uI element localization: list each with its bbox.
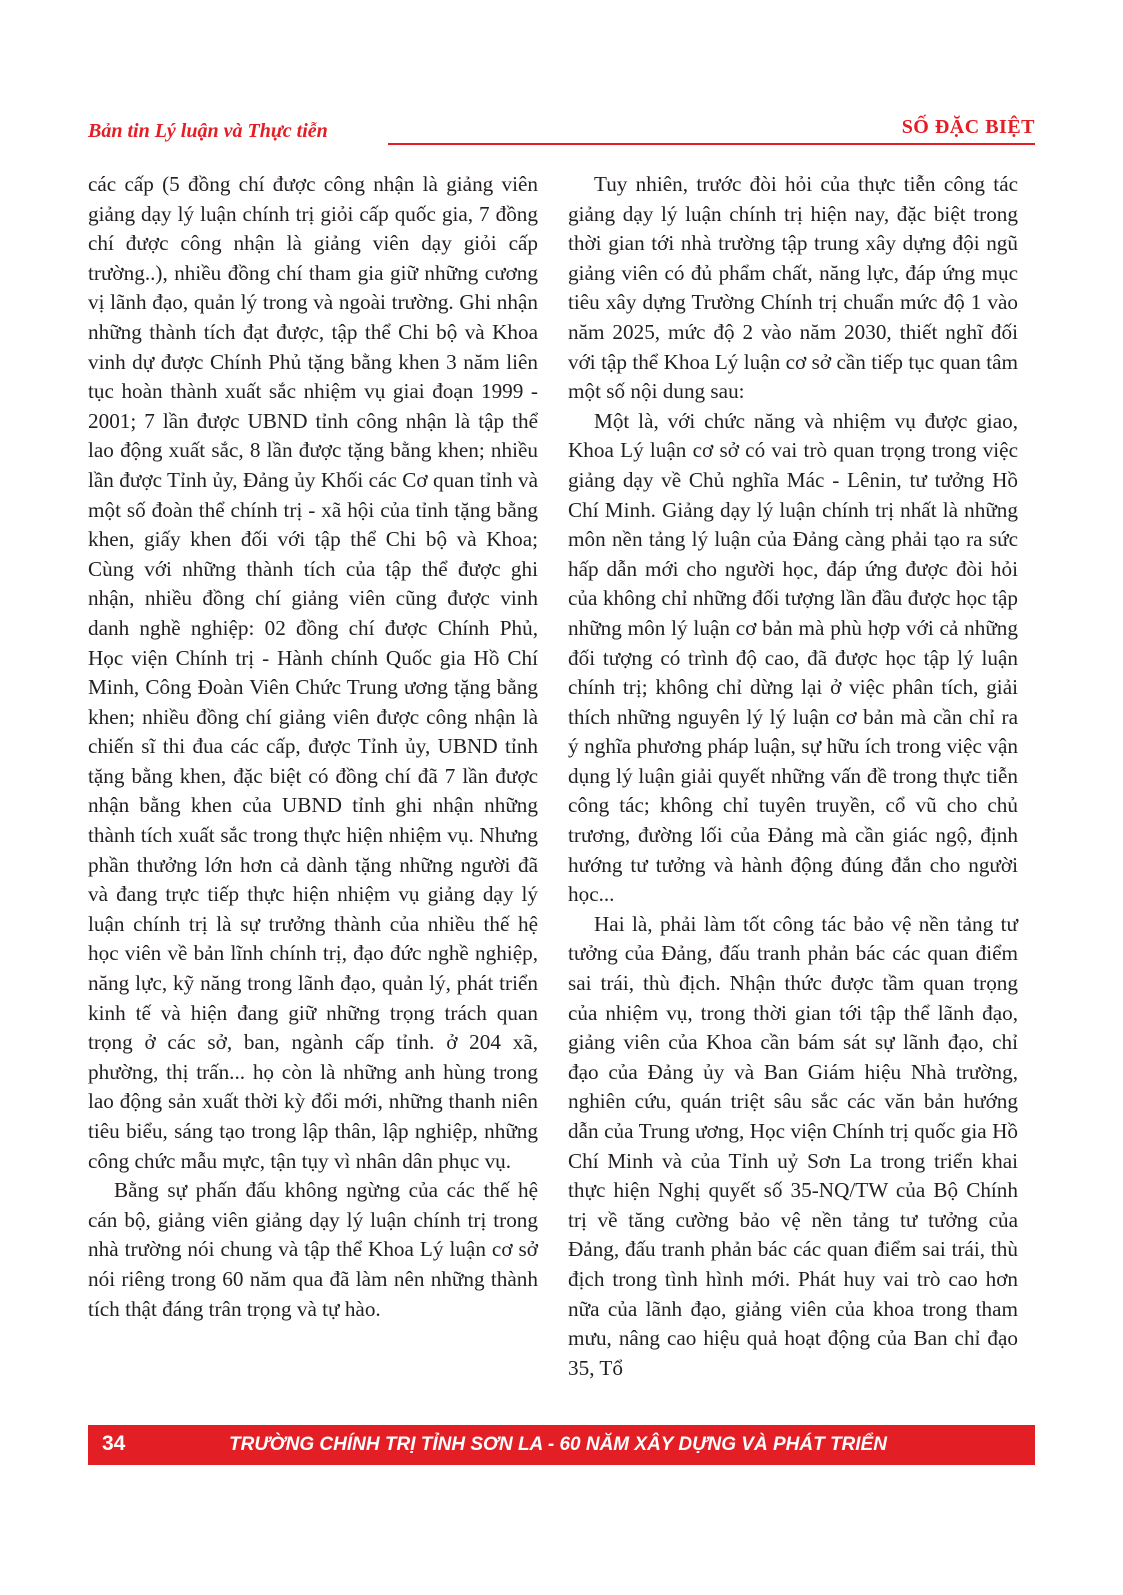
paragraph: Hai là, phải làm tốt công tác bảo vệ nền tảng tư tưởng của Đảng, đấu tranh phản bác các quan điểm sai trái, thù địch. Nhận thức được tầm quan trọng của nhiệm vụ, trong thời gian tới tập thể lãnh đạo, giảng viên của Khoa cần bám sát sự lãnh đạo, chỉ đạo của Đảng ủy và Ban Giám hiệu Nhà trường, nghiên cứu, quán triệt sâu sắc các văn bản hướng dẫn của Trung ương, Học viện Chính trị quốc gia Hồ Chí Minh và của Tỉnh uỷ Sơn La trong triển khai thực hiện Nghị quyết số 35-NQ/TW của Bộ Chính trị về tăng cường bảo vệ nền tảng tư tưởng của Đảng, đấu tranh phản bác các quan điểm sai trái, thù địch trong tình hình mới. Phát huy vai trò cao hơn nữa của lãnh đạo, giảng viên của khoa trong tham mưu, nâng cao hiệu quả hoạt động của Ban chỉ đạo 35, Tổ: [568, 911, 1018, 1380]
right-column: [568, 170, 1018, 1383]
paragraph: các cấp (5 đồng chí được công nhận là giảng viên giảng dạy lý luận chính trị giỏi cấp quốc gia, 7 đồng chí được công nhận là giảng viên dạy giỏi cấp trường..), nhiều đồng chí tham gia giữ những cương vị lãnh đạo, quản lý trong và ngoài trường. Ghi nhận những thành tích đạt được, tập thể Chi bộ và Khoa vinh dự được Chính Phủ tặng bằng khen 3 năm liên tục hoàn thành xuất sắc nhiệm vụ giai đoạn 1999 - 2001; 7 lần được UBND tỉnh công nhận là tập thể lao động xuất sắc, 8 lần được tặng bằng khen; nhiều lần được Tỉnh ủy, Đảng ủy Khối các Cơ quan tỉnh và một số đoàn thể chính trị - xã hội của tỉnh tặng bằng khen, giấy khen đối với tập thể Chi bộ và Khoa; Cùng với những thành tích của tập thể được ghi nhận, nhiều đồng chí giảng viên cũng được vinh danh nghề nghiệp: 02 đồng chí được Chính Phủ, Học viện Chính trị - Hành chính Quốc gia Hồ Chí Minh, Công Đoàn Viên Chức Trung ương tặng bằng khen; nhiều đồng chí giảng viên được công nhận là chiến sĩ thi đua các cấp, được Tỉnh ủy, UBND tỉnh tặng bằng khen, đặc biệt có đồng chí đã 7 lần được nhận bằng khen của UBND tỉnh ghi nhận những thành tích xuất sắc trong thực hiện nhiệm vụ. Nhưng phần thưởng lớn hơn cả dành tặng những người đã và đang trực tiếp thực hiện nhiệm vụ giảng dạy lý luận chính trị là sự trưởng thành của nhiều thế hệ học viên về bản lĩnh chính trị, đạo đức nghề nghiệp, năng lực, kỹ năng trong lãnh đạo, quản lý, phát triển kinh tế và hiện đang giữ những trọng trách quan trọng ở các sở, ban, ngành cấp tỉnh. ở 204 xã, phường, thị trấn... họ còn là những anh hùng trong lao động sản xuất thời kỳ đổi mới, những thanh niên tiêu biểu, sáng tạo trong lập thân, lập nghiệp, những công chức mẫu mực, tận tụy vì nhân dân phục vụ.: [88, 172, 538, 1173]
page-number: 34: [102, 1432, 126, 1455]
paragraph: Bằng sự phấn đấu không ngừng của các thế hệ cán bộ, giảng viên giảng dạy lý luận chính trị trong nhà trường nói chung và tập thể Khoa Lý luận cơ sở nói riêng trong 60 năm qua đã làm nên những thành tích thật đáng trân trọng và tự hào.: [88, 1178, 538, 1321]
page-footer: [88, 1425, 1035, 1465]
left-column: [88, 170, 538, 1324]
paragraph: Một là, với chức năng và nhiệm vụ được giao, Khoa Lý luận cơ sở có vai trò quan trọng trong việc giảng dạy về Chủ nghĩa Mác - Lênin, tư tưởng Hồ Chí Minh. Giảng dạy lý luận chính trị nhất là những môn nền tảng lý luận của Đảng càng phải tạo ra sức hấp dẫn mới cho người học, đáp ứng được đòi hỏi của không chỉ những đối tượng lần đầu được học tập những môn lý luận cơ bản mà phù hợp với cả những đối tượng có trình độ cao, đã được học tập lý luận chính trị; không chỉ dừng lại ở việc phân tích, giải thích những nguyên lý lý luận cơ bản mà cần chỉ ra ý nghĩa phương pháp luận, sự hữu ích trong việc vận dụng lý luận giải quyết những vấn đề trong thực tiễn công tác; không chỉ tuyên truyền, cổ vũ cho chủ trương, đường lối của Đảng mà cần giác ngộ, định hướng tư tưởng và hành động đúng đắn cho người học...: [568, 408, 1018, 907]
issue-label: SỐ ĐẶC BIỆT: [901, 116, 1035, 138]
page-header: [88, 114, 1035, 148]
paragraph: Tuy nhiên, trước đòi hỏi của thực tiễn công tác giảng dạy lý luận chính trị hiện nay, đặc biệt trong thời gian tới nhà trường tập trung xây dựng đội ngũ giảng viên có đủ phẩm chất, năng lực, đáp ứng mục tiêu xây dựng Trường Chính trị chuẩn mức độ 1 vào năm 2025, mức độ 2 vào năm 2030, thiết nghĩ đối với tập thể Khoa Lý luận cơ sở cần tiếp tục quan tâm một số nội dung sau:: [568, 172, 1018, 404]
header-rule: [388, 143, 1035, 145]
footer-title: TRƯỜNG CHÍNH TRỊ TỈNH SƠN LA - 60 NĂM XÂY DỰNG VÀ PHÁT TRIỂN: [229, 1434, 887, 1455]
publication-title: Bản tin Lý luận và Thực tiễn: [88, 120, 328, 142]
